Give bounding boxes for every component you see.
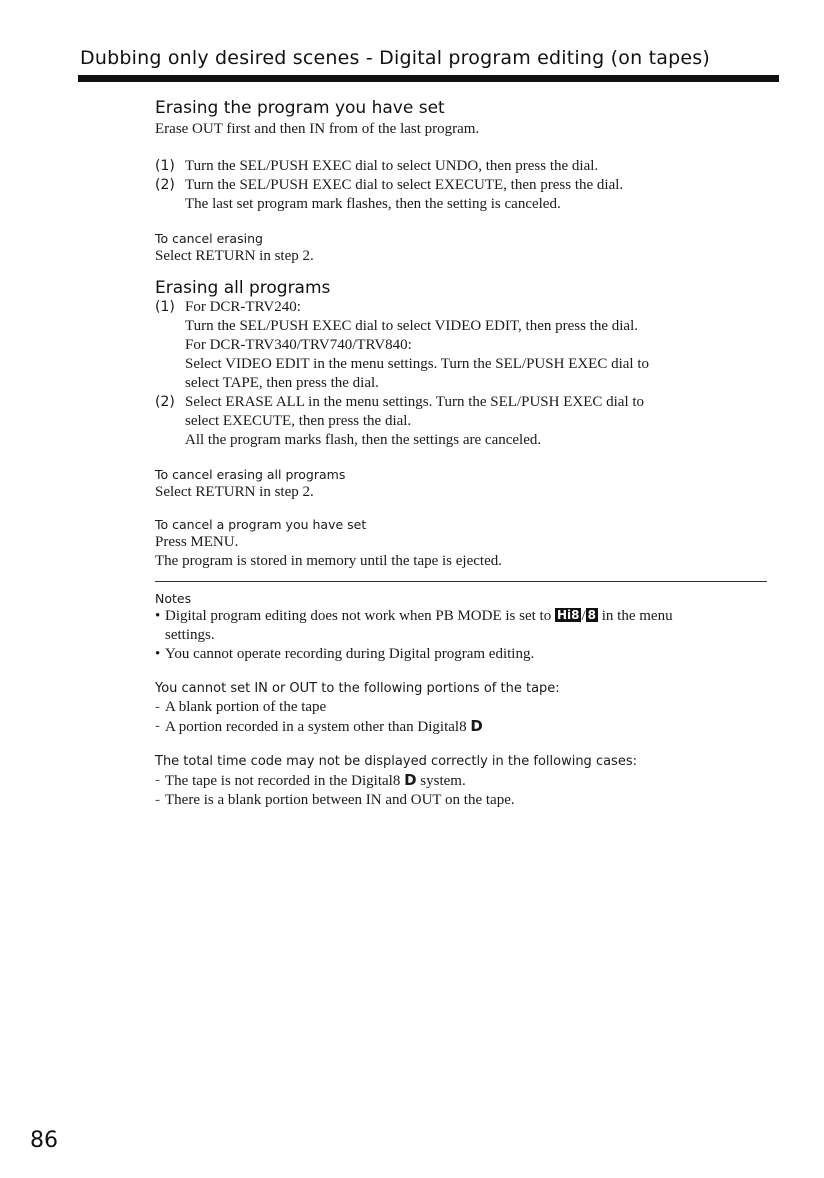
step-text: Select ERASE ALL in the menu settings. Turn the SEL/PUSH EXEC dial to	[185, 394, 645, 410]
step-number: (2)	[155, 394, 175, 410]
erase-all-step-1	[155, 298, 767, 317]
erase-all-step-2-line: All the program marks flash, then the settings are canceled.	[185, 432, 542, 448]
header-rule	[78, 75, 779, 82]
timecode-item	[155, 771, 767, 791]
step-number: (1)	[155, 158, 175, 174]
notes-heading: Notes	[155, 591, 192, 606]
step-number: (1)	[155, 299, 175, 315]
step-text: Turn the SEL/PUSH EXEC dial to select EXECUTE, then press the dial.	[185, 177, 624, 193]
cancel-erasing-all-heading: To cancel erasing all programs	[155, 467, 346, 482]
in-out-item-text: A portion recorded in a system other than Digital8	[165, 719, 467, 735]
in-out-item	[155, 717, 767, 737]
erase-all-step-1-line: Select VIDEO EDIT in the menu settings. Turn the SEL/PUSH EXEC dial to	[185, 356, 650, 372]
note-text: settings.	[165, 627, 215, 643]
timecode-item-text: There is a blank portion between IN and OUT on the tape.	[165, 792, 515, 808]
step-text: For DCR-TRV240:	[185, 299, 301, 315]
erase-step-2-note: The last set program mark flashes, then the setting is canceled.	[185, 196, 561, 212]
erase-all-step-2	[155, 393, 767, 412]
8-mode-icon: 8	[587, 608, 597, 622]
cancel-program-text: Press MENU.	[155, 534, 239, 550]
note-text: You cannot operate recording during Digital program editing.	[165, 646, 535, 662]
bullet-mark: •	[155, 608, 161, 624]
erase-all-step-1-line: select TAPE, then press the dial.	[185, 375, 379, 391]
erase-all-step-2-line: select EXECUTE, then press the dial.	[185, 413, 412, 429]
erase-step-1	[155, 157, 767, 176]
timecode-item-text: system.	[420, 773, 466, 789]
in-out-item-text: A blank portion of the tape	[165, 699, 327, 715]
bullet-mark: •	[155, 646, 161, 662]
erase-intro: Erase OUT first and then IN from of the last program.	[155, 121, 480, 137]
heading-erasing-all: Erasing all programs	[155, 278, 331, 298]
cancel-erasing-text: Select RETURN in step 2.	[155, 248, 314, 264]
dash-mark: -	[155, 772, 160, 788]
digital8-logo-icon: D	[470, 717, 483, 735]
separator: /	[581, 608, 586, 624]
page-number: 86	[30, 1128, 58, 1153]
in-out-item	[155, 698, 767, 717]
step-number: (2)	[155, 177, 175, 193]
in-out-heading: You cannot set IN or OUT to the following portions of the tape:	[155, 681, 560, 696]
hi8-mode-icon: Hi8	[556, 608, 580, 622]
dash-mark: -	[155, 699, 160, 715]
cancel-program-text: The program is stored in memory until the tape is ejected.	[155, 553, 502, 569]
erase-all-step-1-line: Turn the SEL/PUSH EXEC dial to select VIDEO EDIT, then press the dial.	[185, 318, 639, 334]
digital8-logo-icon: D	[404, 771, 417, 789]
erase-step-2	[155, 176, 767, 195]
step-text: Turn the SEL/PUSH EXEC dial to select UNDO, then press the dial.	[185, 158, 599, 174]
dash-mark: -	[155, 792, 160, 808]
page-header-title: Dubbing only desired scenes - Digital program editing (on tapes)	[80, 47, 710, 69]
timecode-item	[155, 791, 767, 810]
cancel-erasing-all-text: Select RETURN in step 2.	[155, 484, 314, 500]
note-item	[155, 607, 767, 626]
note-text: Digital program editing does not work when PB MODE is set to	[165, 608, 552, 624]
erase-all-step-1-line: For DCR-TRV340/TRV740/TRV840:	[185, 337, 412, 353]
timecode-item-text: The tape is not recorded in the Digital8	[165, 773, 401, 789]
heading-erasing-program: Erasing the program you have set	[155, 98, 445, 118]
cancel-erasing-heading: To cancel erasing	[155, 231, 263, 246]
cancel-program-heading: To cancel a program you have set	[155, 517, 367, 532]
page-content	[155, 98, 767, 810]
note-item	[155, 645, 767, 664]
note-text: in the menu	[601, 608, 673, 624]
dash-mark: -	[155, 718, 160, 734]
timecode-heading: The total time code may not be displayed correctly in the following cases:	[155, 754, 637, 769]
